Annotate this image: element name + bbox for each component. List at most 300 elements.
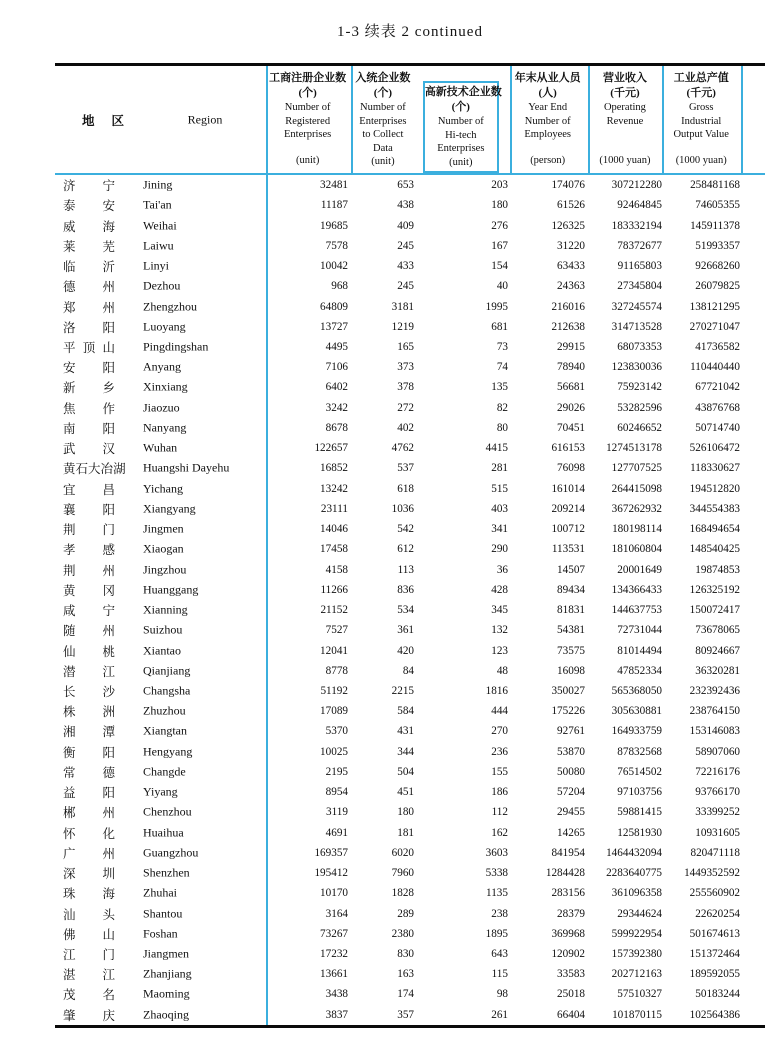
region-name-zh (63, 176, 115, 194)
value-cell: 643 (491, 948, 508, 961)
value-cell: 161014 (551, 482, 585, 495)
region-name-zh (63, 399, 115, 417)
header-col-cell (423, 66, 510, 173)
region-zh-char: 阳 (102, 361, 115, 376)
value-cell: 82 (496, 401, 508, 414)
region-name-en: Linyi (143, 258, 169, 273)
header-unit: (person) (530, 155, 566, 166)
value-cell: 451 (397, 786, 414, 799)
value-cell: 81014494 (617, 644, 662, 657)
region-zh-char: 平 (63, 340, 76, 355)
value-cell: 29915 (557, 340, 585, 353)
value-cell: 3181 (391, 300, 414, 313)
value-cell: 33583 (557, 968, 585, 981)
region-name-zh (63, 682, 115, 700)
value-cell: 151372464 (689, 948, 740, 961)
value-cell: 92464845 (617, 199, 662, 212)
region-zh-char: 安 (102, 199, 115, 214)
region-zh-char: 州 (102, 280, 115, 295)
value-cell: 968 (331, 280, 348, 293)
value-cell: 50080 (557, 765, 585, 778)
header-zh: 工业总产值 (673, 72, 729, 84)
value-cell: 367262932 (611, 502, 662, 515)
region-name-en: Xinxiang (143, 379, 188, 394)
value-cell: 10170 (320, 887, 348, 900)
value-cell: 51993357 (695, 239, 740, 252)
region-name-en: Laiwu (143, 238, 174, 253)
region-zh-char: 江 (102, 664, 115, 679)
value-cell: 134366433 (611, 583, 662, 596)
region-zh-char: 潜 (63, 664, 76, 679)
header-region-cell (55, 66, 266, 173)
region-name-en: Xiangtan (143, 723, 187, 738)
region-name-en: Jingmen (143, 521, 184, 536)
region-cell (55, 681, 267, 701)
header-en-line: Gross (688, 102, 714, 113)
region-name-zh (63, 743, 115, 761)
region-name-zh (63, 601, 115, 619)
value-cell: 53282596 (617, 401, 662, 414)
value-cell: 216016 (551, 300, 585, 313)
region-zh-char: 门 (102, 523, 115, 538)
value-cell: 289 (397, 907, 414, 920)
region-zh-char: 广 (63, 846, 76, 861)
value-cell: 135 (491, 381, 508, 394)
region-name-en: Pingdingshan (143, 339, 209, 354)
value-cell: 66404 (557, 1008, 585, 1021)
region-zh-char: 湖 (113, 462, 126, 477)
region-name-zh (63, 783, 115, 801)
value-cell: 305630881 (611, 705, 662, 718)
value-cell: 180 (491, 199, 508, 212)
region-name-en: Jingzhou (143, 562, 187, 577)
value-cell: 830 (397, 948, 414, 961)
header-en-line: Enterprises (284, 129, 332, 140)
region-name-zh (63, 298, 115, 316)
value-cell: 93766170 (695, 786, 740, 799)
value-cell: 290 (491, 543, 508, 556)
value-cell: 91165803 (617, 260, 662, 273)
value-cell: 127707525 (611, 462, 662, 475)
value-cell: 245 (397, 280, 414, 293)
value-cell: 270271047 (689, 320, 740, 333)
value-cell: 209214 (551, 502, 585, 515)
region-zh-char: 临 (63, 260, 76, 275)
header-zh: 入统企业数 (355, 72, 411, 84)
table-row (55, 296, 765, 316)
value-cell: 618 (397, 482, 414, 495)
value-cell: 169357 (314, 846, 348, 859)
header-en-line: Number of (360, 102, 406, 113)
region-name-en: Anyang (143, 359, 181, 374)
header-zh: 年末从业人员 (514, 72, 581, 84)
header-col-cell (351, 66, 423, 173)
region-name-en: Tai'an (143, 197, 172, 212)
value-cell: 29455 (557, 806, 585, 819)
region-name-zh (63, 540, 115, 558)
region-zh-char: 宁 (102, 179, 115, 194)
region-zh-char: 泰 (63, 199, 76, 214)
value-cell: 73267 (320, 927, 348, 940)
region-zh-char: 洲 (102, 705, 115, 720)
value-cell: 75923142 (617, 381, 662, 394)
value-cell: 264415098 (611, 482, 662, 495)
value-cell: 245 (397, 239, 414, 252)
region-name-en: Zhuzhou (143, 703, 186, 718)
region-name-zh (63, 520, 115, 538)
region-name-en: Yiyang (143, 784, 178, 799)
header-en-line: Hi-tech (445, 129, 477, 141)
value-cell: 73575 (557, 644, 585, 657)
region-zh-char: 湛 (63, 968, 76, 983)
region-zh-char: 汕 (63, 907, 76, 922)
value-cell: 431 (397, 725, 414, 738)
region-name-en: Yichang (143, 481, 183, 496)
value-cell: 32481 (320, 179, 348, 192)
header-right-filler (741, 66, 765, 173)
region-name-en: Nanyang (143, 420, 187, 435)
value-cell: 57510327 (617, 988, 662, 1001)
value-cell: 11187 (320, 199, 348, 212)
region-zh-char: 州 (102, 806, 115, 821)
value-cell: 232392436 (689, 684, 740, 697)
value-cell: 341 (491, 523, 508, 536)
region-cell (55, 620, 267, 640)
value-cell: 13242 (320, 482, 348, 495)
table-row (55, 377, 765, 397)
value-cell: 501674613 (689, 927, 740, 940)
value-cell: 80 (496, 421, 508, 434)
table-row (55, 317, 765, 337)
region-name-en: Foshan (143, 926, 178, 941)
value-cell: 7578 (325, 239, 348, 252)
region-zh-char: 阳 (102, 320, 115, 335)
value-cell: 7106 (325, 361, 348, 374)
table-row (55, 843, 765, 863)
value-cell: 100712 (551, 523, 585, 536)
value-cell: 20001649 (617, 563, 662, 576)
value-cell: 1219 (391, 320, 414, 333)
value-cell: 181 (397, 826, 414, 839)
region-name-en: Huaihua (143, 825, 184, 840)
region-cell (55, 863, 267, 883)
value-cell: 6020 (391, 846, 414, 859)
region-zh-char: 新 (63, 381, 76, 396)
value-cell: 19874853 (695, 563, 740, 576)
region-zh-char: 名 (102, 988, 115, 1003)
value-cell: 168494654 (689, 523, 740, 536)
table-row (55, 863, 765, 883)
value-cell: 70451 (557, 421, 585, 434)
region-name-zh (63, 581, 115, 599)
region-name-en: Xiangyang (143, 501, 196, 516)
value-cell: 155 (491, 765, 508, 778)
region-name-zh (63, 378, 115, 396)
value-cell: 24363 (557, 280, 585, 293)
region-cell (55, 236, 267, 256)
region-cell (55, 296, 267, 316)
value-cell: 515 (491, 482, 508, 495)
region-zh-char: 区 (111, 113, 124, 128)
value-cell: 58907060 (695, 745, 740, 758)
header-col-cell (588, 66, 663, 173)
value-cell: 180198114 (612, 523, 662, 536)
value-cell: 123830036 (611, 361, 662, 374)
value-cell: 13727 (320, 320, 348, 333)
value-cell: 6402 (325, 381, 348, 394)
value-cell: 2380 (391, 927, 414, 940)
region-zh-char: 州 (102, 300, 115, 315)
header-zh-unit: (个) (451, 101, 470, 113)
value-cell: 138121295 (689, 300, 740, 313)
region-zh-char: 怀 (63, 826, 76, 841)
value-cell: 1464432094 (606, 846, 662, 859)
region-zh-char: 门 (102, 948, 115, 963)
value-cell: 123 (491, 644, 508, 657)
value-cell: 194512820 (689, 482, 740, 495)
value-cell: 584 (397, 705, 414, 718)
value-cell: 132 (491, 624, 508, 637)
region-zh-char: 焦 (63, 401, 76, 416)
region-name-zh (63, 824, 115, 842)
region-name-en: Maoming (143, 986, 190, 1001)
region-zh-char: 威 (63, 219, 76, 234)
value-cell: 72216176 (695, 765, 740, 778)
region-zh-char: 佛 (63, 927, 76, 942)
table-row (55, 984, 765, 1004)
region-cell (55, 539, 267, 559)
value-cell: 181060804 (611, 543, 662, 556)
value-cell: 21152 (320, 604, 348, 617)
value-cell: 1816 (485, 684, 508, 697)
value-cell: 74 (496, 361, 508, 374)
value-cell: 17089 (320, 705, 348, 718)
value-cell: 12581930 (617, 826, 662, 839)
value-cell: 428 (491, 583, 508, 596)
table-row (55, 802, 765, 822)
region-name-zh (63, 217, 115, 235)
value-cell: 126325192 (689, 583, 740, 596)
region-zh-char: 大 (88, 462, 101, 477)
header-zh-unit: (千元) (610, 87, 640, 99)
value-cell: 2215 (391, 684, 414, 697)
value-cell: 327245574 (611, 300, 662, 313)
header-en-line: Number of (524, 115, 571, 127)
value-cell: 113531 (551, 543, 585, 556)
value-cell: 43876768 (695, 401, 740, 414)
region-zh-char: 州 (102, 624, 115, 639)
value-cell: 41736582 (695, 340, 740, 353)
value-cell: 36 (496, 563, 508, 576)
header-zh-unit: (个) (298, 87, 317, 99)
value-cell: 72731044 (617, 624, 662, 637)
value-cell: 10025 (320, 745, 348, 758)
region-cell (55, 479, 267, 499)
header-en-line: Number of (437, 116, 484, 127)
region-name-en: Zhengzhou (143, 299, 197, 314)
region-zh-char: 汉 (102, 442, 115, 457)
value-cell: 14265 (557, 826, 585, 839)
value-cell: 361 (397, 624, 414, 637)
region-zh-char: 郴 (63, 806, 76, 821)
region-zh-char: 肇 (63, 1008, 76, 1023)
value-cell: 31220 (557, 239, 585, 252)
value-cell: 50183244 (695, 988, 740, 1001)
value-cell: 112 (491, 806, 508, 819)
region-zh-char: 芜 (102, 239, 115, 254)
region-zh-char: 长 (63, 684, 76, 699)
region-name-zh (63, 763, 115, 781)
region-cell (55, 438, 267, 458)
value-cell: 1828 (391, 887, 414, 900)
region-name-zh (63, 419, 115, 437)
region-name-zh (63, 480, 115, 498)
region-name-zh (63, 642, 115, 660)
region-zh-char: 深 (63, 867, 76, 882)
value-cell: 212638 (551, 320, 585, 333)
value-cell: 163 (397, 968, 414, 981)
value-cell: 612 (397, 543, 414, 556)
region-zh-char: 冶 (100, 462, 114, 477)
value-cell: 537 (397, 462, 414, 475)
region-zh-char: 阳 (102, 745, 115, 760)
region-cell (55, 418, 267, 438)
value-cell: 433 (397, 260, 414, 273)
region-zh-char: 乡 (102, 381, 115, 396)
table-row (55, 215, 765, 235)
header-en-line: Registered (285, 115, 331, 127)
header-unit: (unit) (371, 156, 395, 167)
table-row (55, 721, 765, 741)
value-cell: 653 (397, 179, 414, 192)
value-cell: 281 (491, 462, 508, 475)
region-zh-char: 沙 (102, 684, 115, 699)
region-name-zh (63, 257, 115, 275)
region-zh-char: 潭 (102, 725, 115, 740)
region-name-zh (63, 318, 115, 336)
value-cell: 59881415 (617, 806, 662, 819)
region-zh-char: 阳 (102, 502, 115, 517)
header-zh-unit: (个) (373, 87, 393, 99)
value-cell: 40 (496, 280, 508, 293)
header-zh: 工商注册企业数 (269, 72, 347, 84)
value-cell: 361096358 (611, 887, 662, 900)
value-cell: 504 (397, 765, 414, 778)
region-name-en: Xiaogan (143, 541, 184, 556)
value-cell: 3837 (325, 1008, 348, 1021)
value-cell: 314713528 (611, 320, 662, 333)
region-cell (55, 377, 267, 397)
value-cell: 202712163 (611, 968, 662, 981)
value-cell: 145911378 (690, 219, 740, 232)
value-cell: 174 (397, 988, 414, 1001)
region-cell (55, 175, 267, 195)
region-cell (55, 195, 267, 215)
header-zh-unit: (人) (538, 87, 557, 99)
region-zh-char: 德 (63, 280, 76, 295)
region-name-en: Changde (143, 764, 186, 779)
value-cell: 76098 (557, 462, 585, 475)
value-cell: 4158 (325, 563, 348, 576)
value-cell: 378 (397, 381, 414, 394)
region-cell (55, 317, 267, 337)
value-cell: 3603 (485, 846, 508, 859)
value-cell: 63433 (557, 260, 585, 273)
value-cell: 16098 (557, 664, 585, 677)
table-row (55, 479, 765, 499)
value-cell: 616153 (551, 442, 585, 455)
value-cell: 53870 (557, 745, 585, 758)
header-en-line: Employees (524, 129, 572, 140)
value-cell: 167 (491, 239, 508, 252)
value-cell: 73678065 (695, 624, 740, 637)
value-cell: 87832568 (617, 745, 662, 758)
region-zh-char: 桃 (102, 644, 115, 659)
value-cell: 534 (397, 604, 414, 617)
value-cell: 345 (491, 604, 508, 617)
value-cell: 150072417 (689, 604, 740, 617)
value-cell: 76514502 (617, 765, 662, 778)
region-zh-char: 株 (63, 705, 76, 720)
region-cell (55, 944, 267, 964)
value-cell: 420 (397, 644, 414, 657)
region-zh-char: 衡 (63, 745, 76, 760)
region-zh-char: 江 (63, 948, 76, 963)
value-cell: 3119 (326, 806, 348, 819)
value-cell: 5370 (325, 725, 348, 738)
region-zh-char: 冈 (102, 583, 115, 598)
value-cell: 350027 (551, 684, 585, 697)
region-zh-char: 阳 (102, 421, 115, 436)
value-cell: 3242 (325, 401, 348, 414)
header-zh: 高新技术企业数 (424, 86, 502, 98)
region-name-en: Luoyang (143, 319, 186, 334)
region-zh-char: 咸 (63, 604, 76, 619)
region-name-en: Guangzhou (143, 845, 199, 860)
table-row (55, 236, 765, 256)
value-cell: 4495 (325, 340, 348, 353)
region-name-zh (63, 965, 115, 983)
table-row (55, 398, 765, 418)
table-row (55, 600, 765, 620)
value-cell: 1995 (485, 300, 508, 313)
region-cell (55, 580, 267, 600)
value-cell: 3164 (325, 907, 348, 920)
region-zh-char: 荆 (63, 563, 76, 578)
region-cell (55, 519, 267, 539)
table-row (55, 782, 765, 802)
value-cell: 122657 (314, 442, 348, 455)
header-en-line: Output Value (673, 129, 729, 140)
region-name-en: Jiangmen (143, 946, 189, 961)
region-cell (55, 823, 267, 843)
value-cell: 13661 (320, 968, 348, 981)
region-name-zh (63, 945, 115, 963)
region-name-zh (63, 561, 115, 579)
value-cell: 48 (496, 664, 508, 677)
value-cell: 92668260 (695, 260, 740, 273)
value-cell: 54381 (557, 624, 585, 637)
value-cell: 238 (491, 907, 508, 920)
region-cell (55, 357, 267, 377)
table-row (55, 1005, 765, 1025)
value-cell: 276 (491, 219, 508, 232)
value-cell: 2195 (325, 765, 348, 778)
value-cell: 270 (491, 725, 508, 738)
header-en-line: Industrial (681, 115, 722, 127)
header-zh-unit: (千元) (686, 87, 716, 99)
table-row (55, 742, 765, 762)
